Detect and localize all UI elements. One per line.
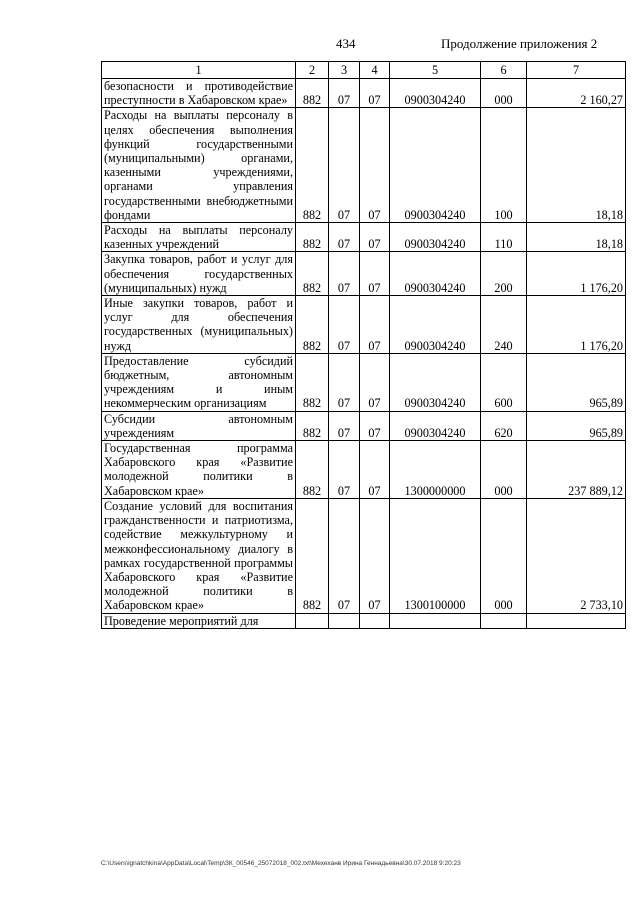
cell-section xyxy=(329,613,360,628)
cell-amount: 18,18 xyxy=(527,223,626,252)
table-row xyxy=(102,223,626,252)
cell-subsection: 07 xyxy=(360,498,390,613)
cell-expense-type: 110 xyxy=(481,223,527,252)
cell-expense-type: 000 xyxy=(481,441,527,499)
cell-target: 0900304240 xyxy=(390,411,481,440)
page-number: 434 xyxy=(336,36,356,51)
row-name: Государственная программа Хабаровского края «Развитие молодежной политики в Хабаровском крае» xyxy=(102,441,296,499)
cell-section: 07 xyxy=(329,498,360,613)
cell-code: 882 xyxy=(296,223,329,252)
cell-code: 882 xyxy=(296,108,329,223)
cell-code: 882 xyxy=(296,411,329,440)
cell-section: 07 xyxy=(329,353,360,411)
table-row xyxy=(102,441,626,499)
row-name: Создание условий для воспитания гражданственности и патриотизма, содействие межкультурному и межконфессиональному диалогу в рамках государственной программы Хабаровского края «Развитие молодежной политики в Хабаровском крае» xyxy=(102,498,296,613)
cell-amount: 1 176,20 xyxy=(527,296,626,354)
table-row xyxy=(102,498,626,613)
row-name: безопасности и противодействие преступности в Хабаровском крае» xyxy=(102,79,296,108)
cell-code: 882 xyxy=(296,79,329,108)
cell-subsection: 07 xyxy=(360,223,390,252)
budget-table xyxy=(101,61,626,629)
row-name: Предоставление субсидий бюджетным, автономным учреждениям и иным некоммерческим организациям xyxy=(102,353,296,411)
cell-amount: 965,89 xyxy=(527,411,626,440)
table-row xyxy=(102,411,626,440)
column-header: 6 xyxy=(481,62,527,79)
cell-target: 0900304240 xyxy=(390,353,481,411)
cell-amount: 237 889,12 xyxy=(527,441,626,499)
cell-target: 0900304240 xyxy=(390,296,481,354)
cell-code: 882 xyxy=(296,441,329,499)
row-name: Расходы на выплаты персоналу в целях обеспечения выполнения функций государственными (муниципальными) органами, казенными учреждениями, органами управления государственными внебюджетными фондами xyxy=(102,108,296,223)
cell-amount: 1 176,20 xyxy=(527,252,626,296)
table-row xyxy=(102,79,626,108)
cell-section: 07 xyxy=(329,79,360,108)
table-row xyxy=(102,353,626,411)
cell-expense-type: 240 xyxy=(481,296,527,354)
table-row xyxy=(102,296,626,354)
cell-code: 882 xyxy=(296,353,329,411)
cell-code: 882 xyxy=(296,252,329,296)
cell-code: 882 xyxy=(296,296,329,354)
cell-expense-type: 000 xyxy=(481,498,527,613)
column-header: 2 xyxy=(296,62,329,79)
column-header: 1 xyxy=(102,62,296,79)
row-name: Закупка товаров, работ и услуг для обеспечения государственных (муниципальных) нужд xyxy=(102,252,296,296)
column-header: 4 xyxy=(360,62,390,79)
cell-amount: 2 733,10 xyxy=(527,498,626,613)
cell-section: 07 xyxy=(329,411,360,440)
cell-section: 07 xyxy=(329,108,360,223)
cell-target: 1300100000 xyxy=(390,498,481,613)
cell-expense-type: 600 xyxy=(481,353,527,411)
table-row xyxy=(102,252,626,296)
cell-expense-type: 100 xyxy=(481,108,527,223)
table-row xyxy=(102,108,626,223)
cell-target: 0900304240 xyxy=(390,79,481,108)
cell-amount: 2 160,27 xyxy=(527,79,626,108)
cell-target: 0900304240 xyxy=(390,252,481,296)
cell-section: 07 xyxy=(329,441,360,499)
cell-amount: 18,18 xyxy=(527,108,626,223)
cell-expense-type: 000 xyxy=(481,79,527,108)
row-name: Расходы на выплаты персоналу казенных учреждений xyxy=(102,223,296,252)
cell-target: 1300000000 xyxy=(390,441,481,499)
cell-subsection: 07 xyxy=(360,108,390,223)
cell-target xyxy=(390,613,481,628)
column-header: 3 xyxy=(329,62,360,79)
table-row xyxy=(102,613,626,628)
cell-subsection: 07 xyxy=(360,79,390,108)
cell-section: 07 xyxy=(329,223,360,252)
column-header: 7 xyxy=(527,62,626,79)
continuation-label: Продолжение приложения 2 xyxy=(441,36,598,51)
cell-subsection: 07 xyxy=(360,441,390,499)
cell-amount: 965,89 xyxy=(527,353,626,411)
column-header: 5 xyxy=(390,62,481,79)
cell-subsection xyxy=(360,613,390,628)
cell-code xyxy=(296,613,329,628)
cell-subsection: 07 xyxy=(360,411,390,440)
cell-section: 07 xyxy=(329,296,360,354)
row-name: Проведение мероприятий для xyxy=(102,613,296,628)
cell-section: 07 xyxy=(329,252,360,296)
row-name: Иные закупки товаров, работ и услуг для обеспечения государственных (муниципальных) нужд xyxy=(102,296,296,354)
column-header-row xyxy=(102,62,626,79)
cell-subsection: 07 xyxy=(360,296,390,354)
cell-expense-type: 620 xyxy=(481,411,527,440)
cell-subsection: 07 xyxy=(360,252,390,296)
file-path-footer: C:\Users\ignatchkina\AppData\Local\Temp\ЗК_00546_25072018_002.txt\Мехеханв Ирина Геннадьевна\30.07.2018 9:20:23 xyxy=(101,860,461,867)
cell-amount xyxy=(527,613,626,628)
cell-code: 882 xyxy=(296,498,329,613)
cell-subsection: 07 xyxy=(360,353,390,411)
cell-expense-type: 200 xyxy=(481,252,527,296)
cell-target: 0900304240 xyxy=(390,108,481,223)
row-name: Субсидии автономным учреждениям xyxy=(102,411,296,440)
cell-expense-type xyxy=(481,613,527,628)
cell-target: 0900304240 xyxy=(390,223,481,252)
